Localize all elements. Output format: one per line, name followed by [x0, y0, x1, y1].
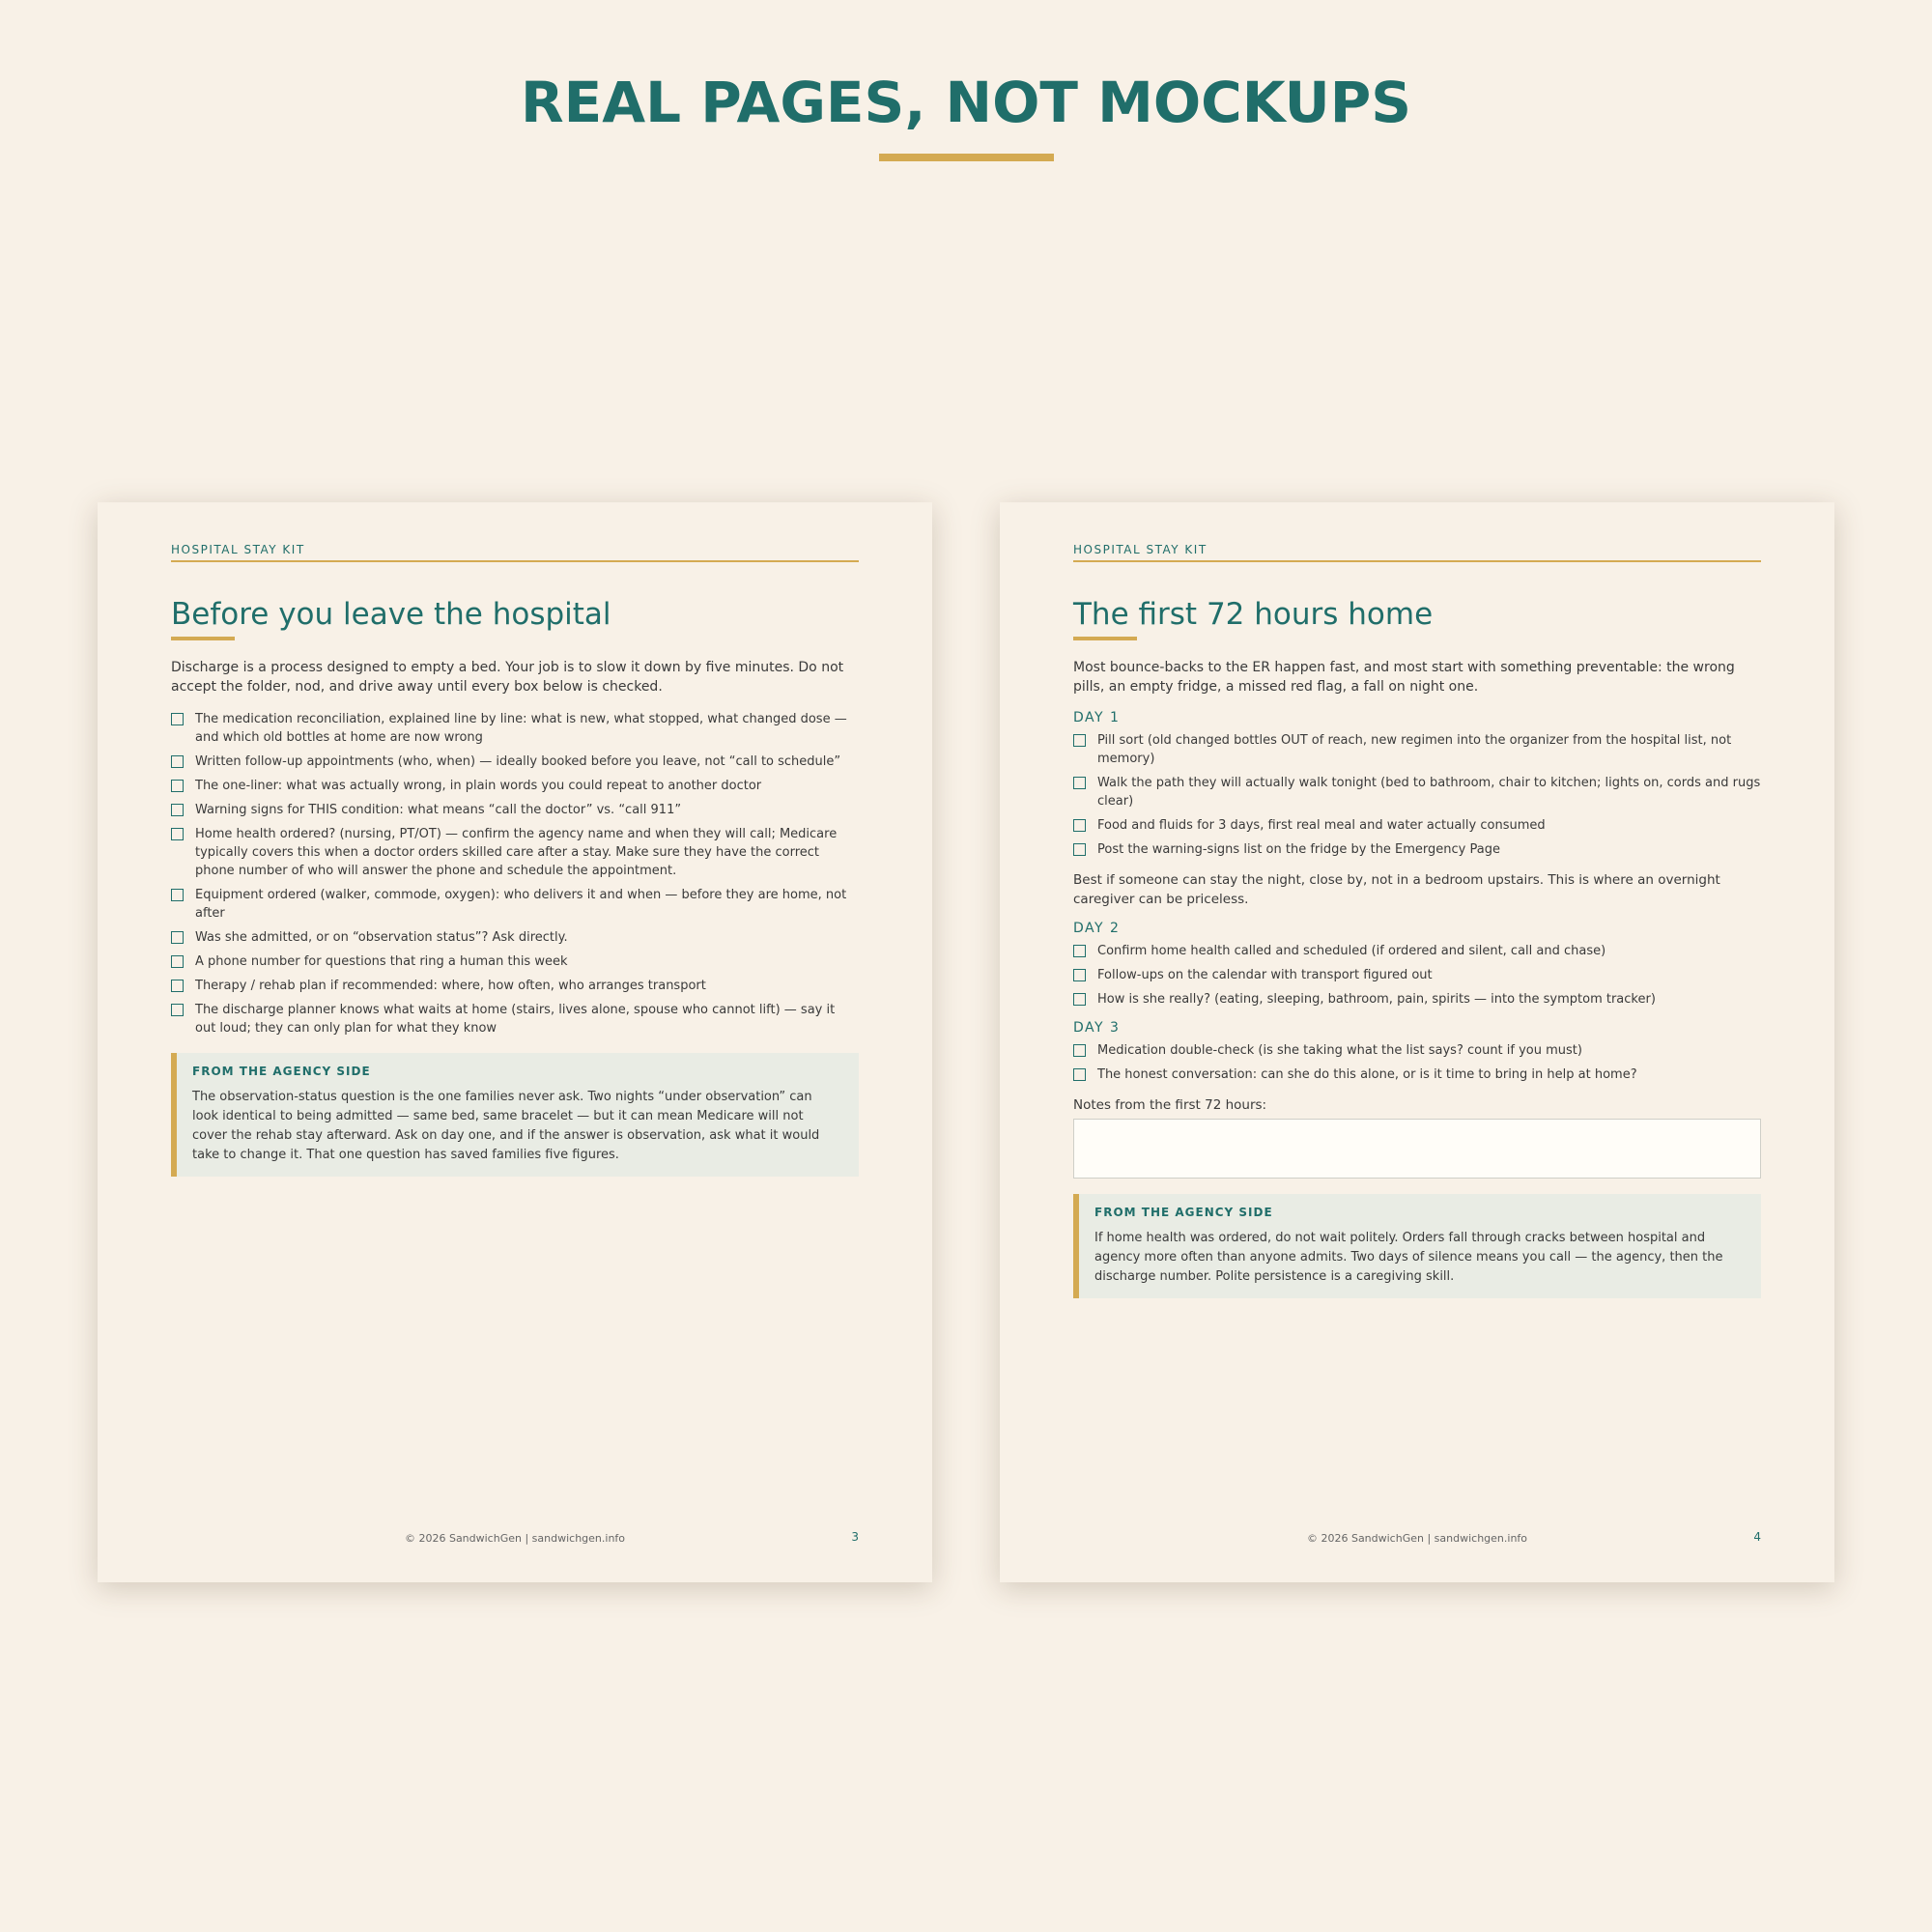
checklist-item-text: The honest conversation: can she do this alone, or is it time to bring in help at home? [1097, 1067, 1637, 1083]
checklist-item [1073, 942, 1761, 960]
checklist-item-text: Was she admitted, or on “observation status”? Ask directly. [195, 930, 568, 946]
overnight-note: Best if someone can stay the night, close by, not in a bedroom upstairs. This is where an overnight caregiver can be priceless. [1073, 872, 1720, 908]
day-2-checklist [1073, 942, 1761, 1009]
checklist-item [171, 825, 859, 880]
checkbox[interactable] [171, 955, 184, 968]
checklist-item [171, 777, 859, 795]
page-number: 4 [1753, 1530, 1761, 1544]
checklist-item-text: Warning signs for THIS condition: what means “call the doctor” vs. “call 911” [195, 803, 682, 818]
intro-paragraph: Discharge is a process designed to empty a bed. Your job is to slow it down by five minutes. Do not accept the folder, nod, and drive away until every box below is checked. [171, 660, 844, 696]
checklist-item [171, 928, 859, 947]
checkbox[interactable] [1073, 843, 1086, 856]
checklist-item [1073, 1065, 1761, 1084]
checklist [171, 710, 859, 1037]
checklist-item-text: Equipment ordered (walker, commode, oxygen): who delivers it and when — before they are home, not after [195, 888, 847, 922]
page-title: The first 72 hours home [1073, 597, 1434, 632]
callout-body: The observation-status question is the one families never ask. Two nights “under observation” can look identical to being admitted — same bed, same bracelet — but it can mean Medicare will not cover the rehab stay afterward. Ask on day one, and if the answer is observation, ask what it would take to change it. That one question has saved families five figures. [192, 1090, 820, 1163]
day-3-checklist [1073, 1041, 1761, 1084]
checklist-item-text: Follow-ups on the calendar with transport figured out [1097, 968, 1433, 983]
day-3-label: DAY 3 [1073, 1020, 1121, 1037]
document-page-4 [1000, 502, 1834, 1582]
checkbox[interactable] [1073, 993, 1086, 1006]
page-footer: © 2026 SandwichGen | sandwichgen.info [404, 1532, 626, 1545]
checklist-item-text: The one-liner: what was actually wrong, in plain words you could repeat to another doctor [195, 779, 762, 794]
page-title: Before you leave the hospital [171, 597, 611, 632]
checkbox[interactable] [1073, 945, 1086, 957]
checklist-item-text: Food and fluids for 3 days, first real meal and water actually consumed [1097, 818, 1546, 834]
day-1-checklist [1073, 731, 1761, 859]
title-underline [1073, 637, 1137, 640]
notes-field[interactable] [1073, 1119, 1761, 1179]
checkbox[interactable] [171, 1004, 184, 1016]
checklist-item [1073, 731, 1761, 768]
checklist-item [171, 952, 859, 971]
checklist-item [171, 1001, 859, 1037]
page-number: 3 [851, 1530, 859, 1544]
checkbox[interactable] [171, 713, 184, 725]
checkbox[interactable] [171, 980, 184, 992]
checkbox[interactable] [1073, 734, 1086, 747]
callout-body: If home health was ordered, do not wait politely. Orders fall through cracks between hospital and agency more often than anyone admits. Two days of silence means you call — the agency, then the discharge number. Polite persistence is a caregiving skill. [1094, 1231, 1723, 1285]
checkbox[interactable] [171, 804, 184, 816]
checklist-item [171, 753, 859, 771]
checklist-item [1073, 1041, 1761, 1060]
checklist-item [171, 710, 859, 747]
checklist-item [1073, 816, 1761, 835]
checklist-item [1073, 990, 1761, 1009]
checkbox[interactable] [171, 889, 184, 901]
checklist-item-text: How is she really? (eating, sleeping, bathroom, pain, spirits — into the symptom tracker) [1097, 992, 1656, 1008]
checkbox[interactable] [1073, 1044, 1086, 1057]
checklist-item [1073, 966, 1761, 984]
checklist-item-text: Written follow-up appointments (who, when) — ideally booked before you leave, not “call to schedule” [195, 754, 841, 770]
day-2-label: DAY 2 [1073, 921, 1121, 937]
checkbox[interactable] [171, 931, 184, 944]
agency-callout [1073, 1194, 1761, 1298]
checkbox[interactable] [171, 780, 184, 792]
checklist-item-text: Home health ordered? (nursing, PT/OT) — confirm the agency name and when they will call; Medicare typically covers this when a doctor orders skilled care after a stay. Make sure they have the correct phone number of who will answer the phone and schedule the appointment. [195, 827, 838, 879]
agency-callout [171, 1053, 859, 1177]
callout-title: FROM THE AGENCY SIDE [1094, 1206, 1273, 1220]
page-footer: © 2026 SandwichGen | sandwichgen.info [1306, 1532, 1528, 1545]
kit-label: HOSPITAL STAY KIT [171, 543, 305, 556]
kit-label: HOSPITAL STAY KIT [1073, 543, 1208, 556]
checklist-item [171, 886, 859, 923]
checklist-item [171, 977, 859, 995]
checklist-item-text: Walk the path they will actually walk tonight (bed to bathroom, chair to kitchen; lights on, cords and rugs clear) [1097, 776, 1761, 810]
checkbox[interactable] [1073, 777, 1086, 789]
checklist-item-text: Pill sort (old changed bottles OUT of reach, new regimen into the organizer from the hospital list, not memory) [1097, 733, 1732, 767]
checklist-item [171, 801, 859, 819]
checklist-item-text: Therapy / rehab plan if recommended: where, how often, who arranges transport [195, 979, 706, 994]
header-rule [171, 560, 859, 562]
checklist-item-text: Post the warning-signs list on the fridge by the Emergency Page [1097, 842, 1500, 858]
checklist-item-text: The medication reconciliation, explained line by line: what is new, what stopped, what changed dose — and which old bottles at home are now wrong [195, 712, 847, 746]
page-content [171, 597, 859, 1177]
headline-underline [879, 154, 1054, 161]
checkbox[interactable] [171, 828, 184, 840]
notes-label: Notes from the first 72 hours: [1073, 1097, 1267, 1114]
callout-title: FROM THE AGENCY SIDE [192, 1065, 371, 1079]
checklist-item-text: Medication double-check (is she taking what the list says? count if you must) [1097, 1043, 1582, 1059]
checkbox[interactable] [1073, 969, 1086, 981]
intro-paragraph: Most bounce-backs to the ER happen fast, and most start with something preventable: the wrong pills, an empty fridge, a missed red flag, a fall on night one. [1073, 660, 1735, 696]
checklist-item-text: A phone number for questions that ring a human this week [195, 954, 568, 970]
checklist-item-text: The discharge planner knows what waits at home (stairs, lives alone, spouse who cannot lift) — say it out loud; they can only plan for what they know [195, 1003, 836, 1037]
checklist-item [1073, 840, 1761, 859]
checklist-item-text: Confirm home health called and scheduled (if ordered and silent, call and chase) [1097, 944, 1606, 959]
day-1-label: DAY 1 [1073, 710, 1121, 726]
checkbox[interactable] [1073, 1068, 1086, 1081]
page-content [1073, 597, 1761, 1298]
checkbox[interactable] [171, 755, 184, 768]
checklist-item [1073, 774, 1761, 810]
document-page-3 [98, 502, 932, 1582]
headline: REAL PAGES, NOT MOCKUPS [520, 70, 1412, 135]
checkbox[interactable] [1073, 819, 1086, 832]
title-underline [171, 637, 235, 640]
header-rule [1073, 560, 1761, 562]
